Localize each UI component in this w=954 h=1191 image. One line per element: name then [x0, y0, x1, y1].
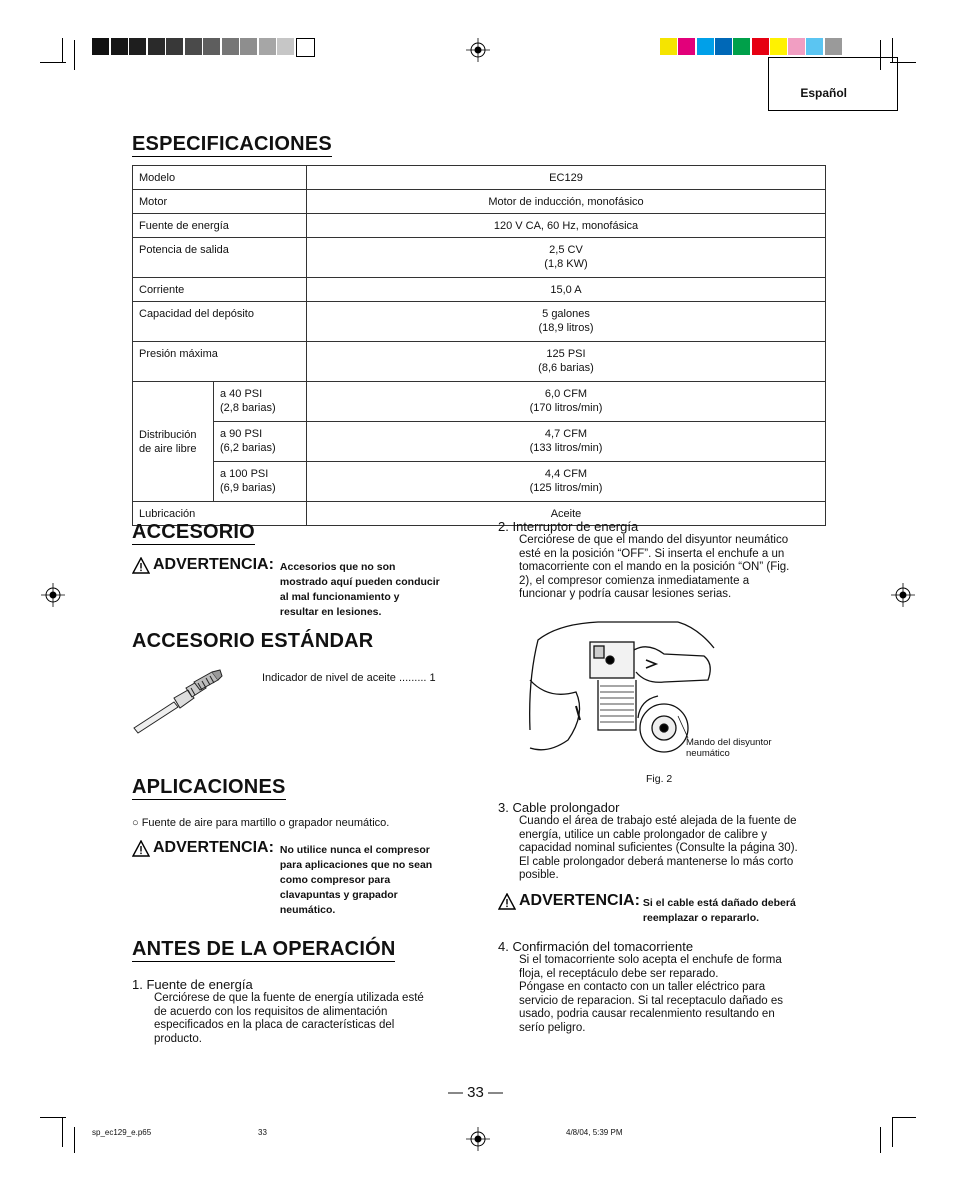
compressor-figure — [528, 620, 718, 756]
spec-value: 2,5 CV (1,8 KW) — [307, 238, 826, 278]
spec-table — [132, 165, 826, 526]
color-swatch — [697, 38, 714, 55]
spec-value: 4,4 CFM (125 litros/min) — [307, 462, 826, 502]
item3-title: 3. Cable prolongador — [498, 800, 620, 815]
spec-row — [133, 214, 826, 238]
footer-file: sp_ec129_e.p65 — [92, 1128, 152, 1137]
antes-item1-body: Cerciórese de que la fuente de energía utilizada esté de acuerdo con los requisitos de alimentación especificados en la placa de características del producto. — [154, 992, 424, 1045]
spec-row — [133, 190, 826, 214]
accesorio-title: ACCESORIO — [132, 521, 255, 543]
language-label: Español — [800, 86, 847, 100]
item2-title: 2. Interruptor de energía — [498, 519, 639, 534]
spec-pressure: a 100 PSI (6,9 barias) — [214, 462, 307, 502]
gray-swatch — [129, 38, 146, 55]
spec-row — [133, 382, 826, 422]
item4-title: 4. Confirmación del tomacorriente — [498, 939, 694, 954]
gray-swatch — [222, 38, 239, 55]
spec-value: Aceite — [307, 502, 826, 526]
fig-caption: Fig. 2 — [646, 773, 673, 785]
spec-row — [133, 278, 826, 302]
registration-mark-bottom — [466, 1127, 490, 1151]
gray-swatch — [111, 38, 128, 55]
spec-value: Motor de inducción, monofásico — [307, 190, 826, 214]
gray-swatch — [259, 38, 276, 55]
spec-pressure: a 40 PSI (2,8 barias) — [214, 382, 307, 422]
fig-callout: Mando del disyuntor neumático — [686, 737, 772, 759]
warning-label: ADVERTENCIA: — [519, 892, 640, 909]
gray-swatch — [92, 38, 109, 55]
warning-text: Accesorios que no son mostrado aquí pueden conducir al mal funcionamiento y resultar en lesiones. — [279, 561, 440, 618]
gray-swatch — [277, 38, 294, 55]
warning-label: ADVERTENCIA: — [153, 839, 274, 856]
warning-text: No utilice nunca el compresor para aplicaciones que no sean como compresor para clavapuntas y grapador neumático. — [279, 844, 433, 916]
spec-row — [133, 238, 826, 278]
gray-swatch — [166, 38, 183, 55]
warning-text: Si el cable está dañado deberá reemplazar o repararlo. — [642, 897, 796, 924]
antes-title: ANTES DE LA OPERACIÓN — [132, 938, 396, 960]
spec-value: 15,0 A — [307, 278, 826, 302]
gray-swatch — [296, 38, 315, 57]
spec-row — [133, 462, 826, 502]
spec-value: 120 V CA, 60 Hz, monofásica — [307, 214, 826, 238]
registration-mark-right — [891, 583, 915, 607]
footer-date: 4/8/04, 5:39 PM — [566, 1128, 623, 1137]
spec-label: Motor — [133, 190, 307, 214]
gray-swatch — [185, 38, 202, 55]
spec-row — [133, 342, 826, 382]
spec-value: EC129 — [307, 166, 826, 190]
item3-body: Cuando el área de trabajo esté alejada de la fuente de energía, utilice un cable prolongador de calibre y capacidad nominal suficientes (Consulte la página 30). El cable prolongador deberá mantenerse lo más corto posible. — [519, 815, 798, 881]
color-swatch — [752, 38, 769, 55]
spec-label: Fuente de energía — [133, 214, 307, 238]
color-swatch — [770, 38, 787, 55]
aplicaciones-warning — [132, 839, 432, 918]
estandar-title: ACCESORIO ESTÁNDAR — [132, 630, 374, 652]
spec-label: Capacidad del depósito — [133, 302, 307, 342]
spec-value: 4,7 CFM (133 litros/min) — [307, 422, 826, 462]
item4-body: Si el tomacorriente solo acepta el enchufe de forma floja, el receptáculo debe ser reparado. Póngase en contacto con un taller eléctrico para servicio de reparacion. Si tal receptaculo dañado es usado, podria causar recalenmiento resultando en serío peligro. — [519, 954, 784, 1034]
gray-swatch — [240, 38, 257, 55]
spec-label: Presión máxima — [133, 342, 307, 382]
registration-mark-left — [41, 583, 65, 607]
spec-row — [133, 302, 826, 342]
accesorio-warning — [132, 556, 440, 620]
aplicaciones-title: APLICACIONES — [132, 776, 286, 798]
color-swatch — [678, 38, 695, 55]
spec-label: Corriente — [133, 278, 307, 302]
footer-num: 33 — [258, 1128, 267, 1137]
antes-item1-title: 1. Fuente de energía — [132, 977, 253, 992]
spec-pressure: a 90 PSI (6,2 barias) — [214, 422, 307, 462]
spec-value: 125 PSI (8,6 barias) — [307, 342, 826, 382]
page-number: — 33 — — [448, 1084, 504, 1101]
spec-row — [133, 422, 826, 462]
gray-swatch — [203, 38, 220, 55]
cable-warning — [498, 892, 796, 926]
color-swatch — [806, 38, 823, 55]
spec-title: ESPECIFICACIONES — [132, 133, 332, 155]
color-swatch — [825, 38, 842, 55]
color-swatch — [733, 38, 750, 55]
spec-label: Lubricación — [133, 502, 307, 526]
warning-label: ADVERTENCIA: — [153, 556, 274, 573]
registration-mark-top — [466, 38, 490, 62]
warning-triangle-icon — [132, 840, 150, 857]
item2-body: Cerciórese de que el mando del disyuntor neumático esté en la posición “OFF”. Si inserta el enchufe a un tomacorriente con el mando en la posición “ON” (Fig. 2), el compresor comienza inmediatamente a funcionar y podría causar lesiones serias. — [519, 534, 790, 600]
warning-triangle-icon — [498, 893, 516, 910]
spec-value: 6,0 CFM (170 litros/min) — [307, 382, 826, 422]
spec-label-air: Distribución de aire libre — [133, 382, 214, 502]
spec-value: 5 galones (18,9 litros) — [307, 302, 826, 342]
color-swatch — [715, 38, 732, 55]
spec-row — [133, 166, 826, 190]
estandar-item: Indicador de nivel de aceite ......... 1 — [262, 672, 436, 684]
language-tab — [768, 57, 898, 111]
warning-triangle-icon — [132, 557, 150, 574]
spec-label: Modelo — [133, 166, 307, 190]
oil-level-indicator-illustration — [128, 668, 224, 736]
color-swatch — [788, 38, 805, 55]
color-swatch — [660, 38, 677, 55]
spec-label: Potencia de salida — [133, 238, 307, 278]
aplicaciones-item: ○ Fuente de aire para martillo o grapador neumático. — [132, 817, 390, 829]
gray-swatch — [148, 38, 165, 55]
